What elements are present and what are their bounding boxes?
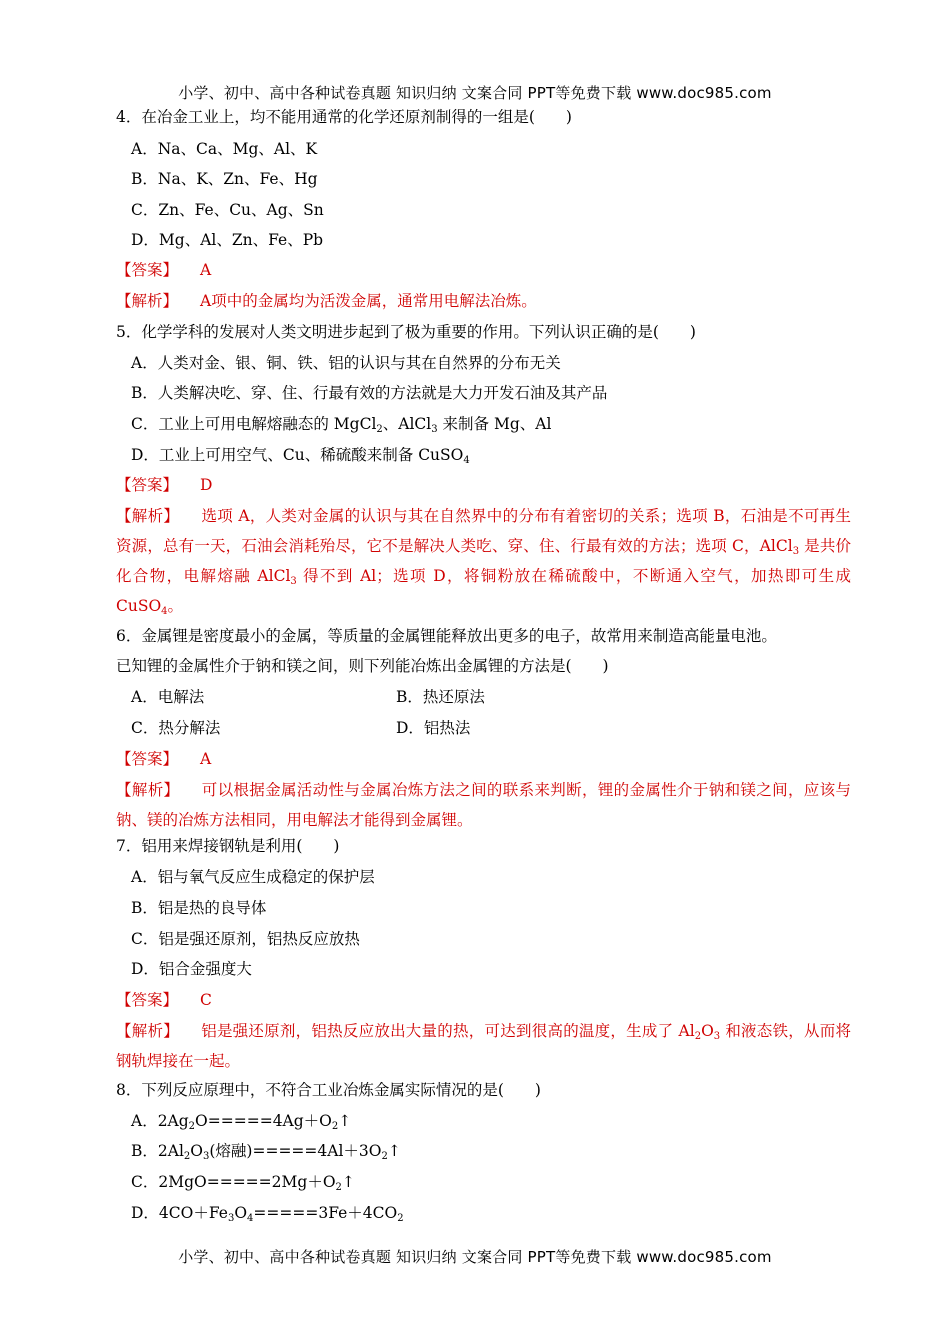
q7-explanation-text: 铝是强还原剂，铝热反应放出大量的热，可达到很高的温度，生成了 Al xyxy=(200,1022,695,1040)
q8-option-d-text: =====3Fe＋4CO xyxy=(253,1204,398,1222)
q8-option-b-text: ↑ xyxy=(387,1142,401,1160)
q8-option-a-text: O=====4Ag＋O xyxy=(195,1112,332,1130)
subscript: 2 xyxy=(381,1151,388,1162)
q5-option-d xyxy=(131,444,470,466)
question-7-stem: 7．铝用来焊接钢轨是利用( ) xyxy=(116,837,340,855)
q7-explanation-text: O xyxy=(701,1022,714,1040)
subscript: 2 xyxy=(694,1031,702,1042)
q6-option-a: A．电解法 xyxy=(131,688,205,706)
q8-option-d-text: D．4CO＋Fe xyxy=(131,1204,228,1222)
subscript: 2 xyxy=(183,1151,191,1162)
q8-option-a-text: A．2Ag xyxy=(131,1112,189,1130)
q6-answer xyxy=(116,748,211,770)
subscript: 3 xyxy=(227,1213,235,1224)
q4-option-b: B．Na、K、Zn、Fe、Hg xyxy=(131,170,318,188)
q7-option-c: C．铝是强还原剂，铝热反应放热 xyxy=(131,930,360,948)
subscript: 3 xyxy=(431,424,438,435)
q8-option-b-text: (熔融)=====4Al＋3O xyxy=(209,1142,382,1160)
subscript: 3 xyxy=(290,576,297,587)
q5-explanation xyxy=(116,501,851,621)
q4-option-a: A．Na、Ca、Mg、Al、K xyxy=(131,140,318,158)
q6-option-d: D．铝热法 xyxy=(396,719,471,737)
q8-option-b xyxy=(131,1140,401,1162)
q8-option-b-text: O xyxy=(190,1142,203,1160)
q8-option-d-text: O xyxy=(234,1204,248,1222)
subscript: 2 xyxy=(397,1213,404,1224)
q8-option-d xyxy=(131,1202,404,1224)
subscript: 2 xyxy=(188,1121,196,1132)
q4-answer-value: A xyxy=(200,261,212,279)
q7-answer xyxy=(116,989,212,1011)
q8-option-c-text: C．2MgO=====2Mg＋O xyxy=(131,1173,336,1191)
q8-option-c-text: ↑ xyxy=(341,1173,355,1191)
q5-option-b: B．人类解决吃、穿、住、行最有效的方法就是大力开发石油及其产品 xyxy=(131,384,608,402)
q5-explanation-text: 。 xyxy=(167,597,184,615)
page-header: 小学、初中、高中各种试卷真题 知识归纳 文案合同 PPT等免费下载 www.doc985.com xyxy=(178,84,772,102)
q4-option-d: D．Mg、Al、Zn、Fe、Pb xyxy=(131,231,324,249)
q4-answer xyxy=(116,259,211,281)
explain-tag: 【解析】 xyxy=(116,1022,179,1040)
subscript: 3 xyxy=(713,1031,721,1042)
subscript: 2 xyxy=(376,424,383,435)
q7-option-d: D．铝合金强度大 xyxy=(131,960,252,978)
q6-option-c: C．热分解法 xyxy=(131,719,221,737)
q8-option-a xyxy=(131,1110,351,1132)
answer-tag: 【答案】 xyxy=(116,991,179,1009)
q6-option-b: B．热还原法 xyxy=(396,688,485,706)
q7-explanation-text: 和液态铁，从而将钢轨焊接在一起。 xyxy=(116,1022,851,1070)
page-footer: 小学、初中、高中各种试卷真题 知识归纳 文案合同 PPT等免费下载 www.doc985.com xyxy=(178,1248,772,1266)
q4-option-c: C．Zn、Fe、Cu、Ag、Sn xyxy=(131,201,324,219)
q5-option-c-text: C．工业上可用电解熔融态的 MgCl xyxy=(131,415,377,433)
answer-tag: 【答案】 xyxy=(116,750,179,768)
q5-option-a: A．人类对金、银、铜、铁、铝的认识与其在自然界的分布无关 xyxy=(131,354,561,372)
question-5-stem: 5．化学学科的发展对人类文明进步起到了极为重要的作用。下列认识正确的是( ) xyxy=(116,323,696,341)
question-4-stem: 4．在冶金工业上，均不能用通常的化学还原剂制得的一组是( ) xyxy=(116,108,572,126)
explain-tag: 【解析】 xyxy=(116,781,180,799)
q7-option-a: A．铝与氧气反应生成稳定的保护层 xyxy=(131,868,375,886)
question-6-stem-line2: 已知锂的金属性介于钠和镁之间，则下列能冶炼出金属锂的方法是( ) xyxy=(116,657,609,675)
q7-explanation xyxy=(116,1016,851,1076)
subscript: 4 xyxy=(161,606,168,617)
q5-option-c xyxy=(131,413,551,435)
q5-option-d-text: D．工业上可用空气、Cu、稀硫酸来制备 CuSO xyxy=(131,446,464,464)
answer-tag: 【答案】 xyxy=(116,261,179,279)
subscript: 4 xyxy=(247,1213,254,1224)
subscript: 2 xyxy=(335,1182,342,1193)
subscript: 2 xyxy=(331,1121,339,1132)
q4-explanation-text: A项中的金属均为活泼金属，通常用电解法冶炼。 xyxy=(200,292,537,310)
explain-tag: 【解析】 xyxy=(116,292,179,310)
subscript: 3 xyxy=(203,1151,210,1162)
q5-answer-value: D xyxy=(200,476,213,494)
q4-explanation xyxy=(116,290,537,312)
q6-explanation-text: 可以根据金属活动性与金属冶炼方法之间的联系来判断，锂的金属性介于钠和镁之间，应该与钠、镁的冶炼方法相同，用电解法才能得到金属锂。 xyxy=(116,781,851,829)
q7-answer-value: C xyxy=(200,991,212,1009)
q5-option-c-text: 、AlCl xyxy=(382,415,432,433)
q5-option-c-text: 来制备 Mg、Al xyxy=(437,415,552,433)
q5-answer xyxy=(116,474,212,496)
question-6-stem-line1: 6．金属锂是密度最小的金属，等质量的金属锂能释放出更多的电子，故常用来制造高能量电池。 xyxy=(116,627,777,645)
q5-explanation-text: 是共价化合物，电解熔融 AlCl xyxy=(116,537,851,585)
q6-explanation xyxy=(116,775,851,835)
q5-explanation-text: 选项 A，人类对金属的认识与其在自然界中的分布有着密切的关系；选项 B，石油是不可再生资源，总有一天，石油会消耗殆尽，它不是解决人类吃、穿、住、行最有效的方法；选项 C，AlCl xyxy=(116,507,851,555)
q8-option-b-text: B．2Al xyxy=(131,1142,184,1160)
q8-option-c xyxy=(131,1171,355,1193)
answer-tag: 【答案】 xyxy=(116,476,179,494)
q8-option-a-text: ↑ xyxy=(338,1112,352,1130)
q7-option-b: B．铝是热的良导体 xyxy=(131,899,267,917)
explain-tag: 【解析】 xyxy=(116,507,180,525)
q5-explanation-text: 得不到 Al；选项 D，将铜粉放在稀硫酸中，不断通入空气，加热即可生成 CuSO xyxy=(116,567,851,615)
subscript: 3 xyxy=(792,546,800,557)
question-8-stem: 8．下列反应原理中，不符合工业冶炼金属实际情况的是( ) xyxy=(116,1081,541,1099)
q6-answer-value: A xyxy=(200,750,212,768)
subscript: 4 xyxy=(463,455,470,466)
